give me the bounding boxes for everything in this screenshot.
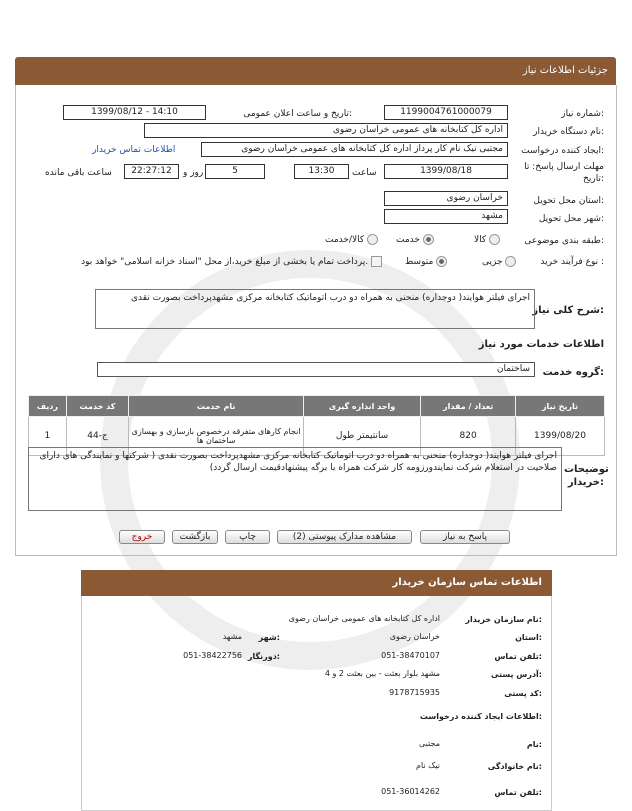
contact-fax-value: 051-38422756 [183, 651, 242, 660]
category-goods-label: کالا [474, 235, 487, 245]
col-header-date: تاریخ نیاز [515, 396, 604, 417]
deadline-time: 13:30 [294, 164, 349, 179]
process-option-small[interactable] [482, 256, 516, 267]
col-header-unit: واحد اندازه گیری [303, 396, 420, 417]
treasury-checkbox[interactable] [371, 256, 382, 267]
creator-family-label: نام خانوادگی: [487, 762, 542, 771]
creator-phone-value: 051-36014262 [381, 787, 440, 796]
radio-service[interactable] [423, 234, 434, 245]
creator-label: ایجاد کننده درخواست: [521, 146, 604, 156]
radio-both[interactable] [367, 234, 378, 245]
buyer-notes-textarea[interactable]: اجرای فیلتر هوایند( دوجداره) منحنی به همراه دو درب اتوماتیک کتابخانه مرکزی مشهدپرداخت بصورت نقدی ( شرکتها و نمایندگی های دارای صلاحیت در استعلام شرکت نمایندورزومه کار شرکت همراه با برگه پیشنهادقیمت ارسال گردد) [28, 447, 562, 511]
remaining-value: 22:27:12 [124, 164, 179, 179]
process-small-label: جزیی [482, 257, 503, 267]
contact-panel-title: اطلاعات تماس سازمان خریدار [392, 577, 542, 588]
contact-panel [81, 596, 552, 811]
radio-medium[interactable] [436, 256, 447, 267]
buyer-contact-link[interactable]: اطلاعات تماس خریدار [92, 145, 176, 155]
col-header-code: کد خدمت [66, 396, 129, 417]
days-value: 5 [205, 164, 265, 179]
col-header-qty: تعداد / مقدار [421, 396, 516, 417]
cell-quantity: 820 [421, 417, 516, 456]
services-title: اطلاعات خدمات مورد نیاز [478, 339, 604, 350]
creator-value: مجتبی نیک نام کار پرداز اداره کل کتابخانه های عمومی خراسان رضوی [201, 142, 508, 157]
province-value: خراسان رضوی [384, 191, 508, 206]
contact-city-value: مشهد [222, 632, 242, 641]
contact-province-label: استان: [515, 633, 542, 642]
attachments-button[interactable]: مشاهده مدارک پیوستی (2) [277, 530, 412, 544]
remaining-label: ساعت باقی مانده [45, 168, 112, 178]
treasury-option[interactable] [42, 256, 382, 267]
print-button[interactable]: چاپ [225, 530, 270, 544]
page-header [15, 57, 616, 85]
announce-label: تاریخ و ساعت اعلان عمومی: [243, 109, 352, 119]
contact-org-label: نام سازمان خریدار: [465, 615, 542, 624]
need-number-value: 1199004761000079 [384, 105, 508, 120]
col-header-row: ردیف [29, 396, 67, 417]
cell-service-name: انجام کارهای متفرقه درخصوص بازسازی و بهسازی ساختمان ها [129, 417, 304, 456]
process-label: نوع فرآیند خرید : [540, 257, 604, 267]
buyer-org-value: اداره کل کتابخانه های عمومی خراسان رضوی [144, 123, 508, 138]
col-header-name: نام خدمت [129, 396, 304, 417]
service-group-label: گروه خدمت: [542, 367, 604, 378]
cell-row-number: 1 [29, 417, 67, 456]
process-medium-label: متوسط [405, 257, 434, 267]
contact-panel-header [81, 570, 552, 596]
category-option-service[interactable] [396, 234, 434, 245]
contact-address-value: مشهد بلوار بعثت - بین بعثت 2 و 4 [324, 669, 440, 678]
creator-info-title: اطلاعات ایجاد کننده درخواست: [419, 712, 542, 721]
service-group-value: ساختمان [97, 362, 535, 377]
radio-goods[interactable] [489, 234, 500, 245]
contact-province-value: خراسان رضوی [389, 632, 440, 641]
city-label: شهر محل تحویل: [538, 214, 604, 224]
cell-need-date: 1399/08/20 [515, 417, 604, 456]
category-both-label: کالا/خدمت [325, 235, 365, 245]
reply-button[interactable]: پاسخ به نیاز [420, 530, 510, 544]
category-option-goods[interactable] [474, 234, 500, 245]
province-label: استان محل تحویل: [533, 196, 604, 206]
cell-service-code: ج-44 [66, 417, 129, 456]
category-service-label: خدمت [396, 235, 420, 245]
deadline-label: مهلت ارسال پاسخ: تا تاریخ: [524, 162, 604, 184]
need-number-label: شماره نیاز: [561, 109, 604, 119]
creator-name-value: مجتبی [419, 739, 440, 748]
category-option-both[interactable] [325, 234, 378, 245]
table-header-row [29, 396, 605, 417]
contact-address-label: آدرس پستی: [491, 670, 542, 679]
category-label: طبقه بندی موضوعی: [524, 236, 604, 246]
exit-button[interactable]: خروج [119, 530, 165, 544]
process-option-medium[interactable] [405, 256, 447, 267]
contact-phone-value: 051-38470107 [381, 651, 440, 660]
announce-value: 1399/08/12 - 14:10 [63, 105, 206, 120]
treasury-note: پرداخت تمام یا بخشی از مبلغ خرید،از محل "اسناد خزانه اسلامی" خواهد بود. [81, 257, 369, 267]
contact-postal-label: کد پستی: [504, 689, 542, 698]
creator-phone-label: تلفن تماس: [494, 788, 542, 797]
buyer-notes-label: توضیحات خریدار: [564, 464, 609, 488]
days-label: روز و [183, 168, 204, 178]
time-label: ساعت [352, 168, 377, 178]
contact-postal-value: 9178715935 [389, 688, 440, 697]
summary-label: شرح کلی نیاز: [532, 305, 604, 316]
creator-name-label: نام: [526, 740, 542, 749]
summary-textarea[interactable]: اجرای فیلتر هوایند( دوجداره) منحنی به همراه دو درب اتوماتیک کتابخانه مرکزی مشهدپرداخت بصورت نقدی [95, 289, 535, 329]
buyer-org-label: نام دستگاه خریدار: [533, 127, 604, 137]
city-value: مشهد [384, 209, 508, 224]
deadline-date: 1399/08/18 [384, 164, 508, 179]
cell-unit: سانتیمتر طول [303, 417, 420, 456]
contact-phone-label: تلفن تماس: [494, 652, 542, 661]
contact-fax-label: دورنگار: [247, 652, 280, 661]
contact-org-value: اداره کل کتابخانه های عمومی خراسان رضوی [288, 614, 440, 623]
contact-city-label: شهر: [258, 633, 280, 642]
radio-small[interactable] [505, 256, 516, 267]
back-button[interactable]: بازگشت [172, 530, 218, 544]
page-title: جزئیات اطلاعات نیاز [522, 65, 608, 76]
creator-family-value: نیک نام [416, 761, 440, 770]
